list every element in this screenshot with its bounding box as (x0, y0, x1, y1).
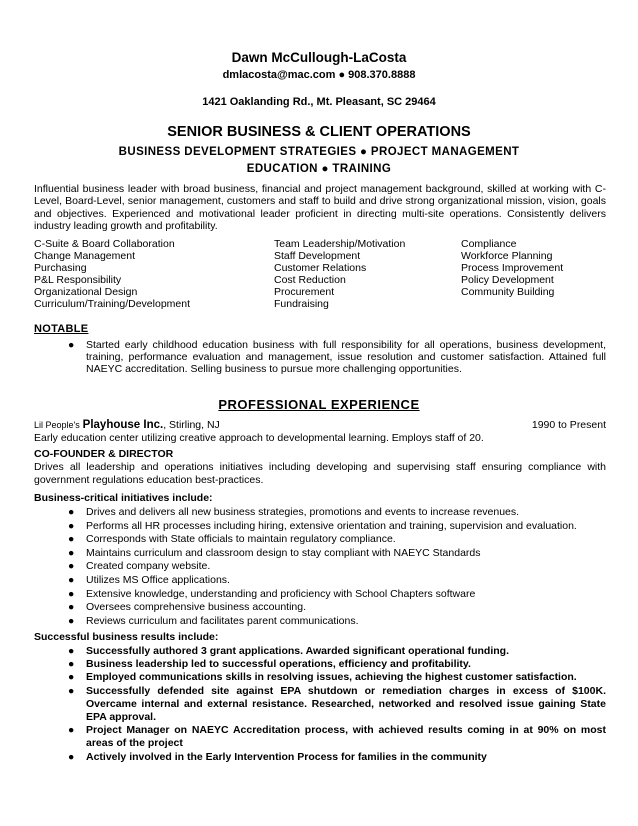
employer-line (34, 419, 606, 432)
headline-subtitle-2: EDUCATION ● TRAINING (246, 163, 392, 175)
list-item-text: Actively involved in the Early Intervention Process for families in the community (86, 750, 487, 763)
notable-text: Started early childhood education business with full responsibility for all operations, business development, training, performance evaluation and management, issue resolution and customer satisfaction. Attained full NAEYC accreditation. Selling business to pursue more challenging opportunities. (86, 339, 606, 375)
skills-column-2 (274, 239, 405, 310)
skill-item: Organizational Design (34, 285, 138, 298)
notable-list (58, 339, 606, 375)
list-item-text: Successfully authored 3 grant applications. Awarded significant operational funding. (86, 645, 509, 657)
list-item (58, 724, 606, 750)
skill-item: P&L Responsibility (34, 273, 122, 286)
list-item (58, 601, 606, 615)
initiatives-list (58, 506, 606, 628)
employer-description: Early education center utilizing creative approach to developmental learning. Employs staff of 20. (34, 431, 484, 444)
skill-item: Policy Development (461, 273, 554, 286)
list-item (58, 574, 606, 588)
list-item-text: Business leadership led to successful operations, efficiency and profitability. (86, 658, 471, 671)
bullet-icon: ● (68, 658, 75, 671)
bullet-icon: ● (68, 339, 75, 351)
list-item (58, 588, 606, 602)
bullet-icon: ● (68, 546, 75, 559)
list-item-text: Corresponds with State officials to maintain regulatory compliance. (86, 533, 396, 546)
list-item-text: Project Manager on NAEYC Accreditation process, with achieved results coming in at 90% on most areas of the project (86, 724, 606, 750)
list-item (58, 615, 606, 629)
skill-item: Community Building (461, 285, 555, 298)
list-item (58, 751, 606, 764)
list-item (58, 533, 606, 547)
bullet-icon: ● (68, 671, 75, 684)
list-item-text: Oversees comprehensive business accounting. (86, 601, 307, 614)
notable-heading: NOTABLE (34, 323, 89, 335)
bullet-icon: ● (68, 684, 75, 697)
list-item (58, 658, 606, 671)
list-item (58, 671, 606, 684)
bullet-icon: ● (68, 519, 75, 532)
list-item-text: Employed communications skills in resolving issues, achieving the highest customer satisfaction. (86, 671, 577, 684)
skill-item: Curriculum/Training/Development (34, 297, 191, 310)
list-item-text: Extensive knowledge, understanding and proficiency with School Chapters software (86, 587, 476, 600)
experience-heading (0, 397, 638, 412)
address-line: 1421 Oaklanding Rd., Mt. Pleasant, SC 29464 (202, 96, 436, 108)
bullet-icon: ● (68, 750, 75, 763)
skill-item: Change Management (34, 249, 135, 262)
candidate-name: Dawn McCullough-LaCosta (231, 50, 407, 65)
summary-paragraph: Influential business leader with broad business, financial and project management background, skilled at working with C-Level, Board-Level, senior management, customers and staff to build and drive strong organizational mission, vision, goals and objectives. Experienced and motivational leader proficient in directing multi-site operations. Consistently delivers industry leading growth and profitability. (34, 183, 606, 233)
experience-heading-text: PROFESSIONAL EXPERIENCE (218, 397, 420, 412)
skill-item: Compliance (461, 238, 517, 250)
skill-item: Purchasing (34, 261, 87, 274)
skill-item: Cost Reduction (274, 273, 346, 286)
bullet-icon: ● (68, 573, 75, 586)
headline-title: SENIOR BUSINESS & CLIENT OPERATIONS (167, 124, 471, 140)
list-item (58, 547, 606, 561)
bullet-icon: ● (68, 533, 75, 546)
skill-item: Fundraising (274, 297, 329, 310)
bullet-icon: ● (68, 645, 75, 657)
skill-item: Process Improvement (461, 261, 564, 274)
list-item (58, 506, 606, 520)
employer-name: Playhouse Inc. (82, 419, 164, 431)
bullet-icon: ● (68, 587, 75, 600)
skill-item: Team Leadership/Motivation (274, 238, 406, 250)
bullet-icon: ● (68, 601, 75, 614)
contact-line: dmlacosta@mac.com ● 908.370.8888 (222, 69, 416, 81)
list-item (58, 560, 606, 574)
results-list (58, 645, 606, 764)
skill-item: Workforce Planning (461, 249, 553, 262)
skills-column-1 (34, 239, 190, 310)
list-item-text: Maintains curriculum and classroom design to stay compliant with NAEYC Standards (86, 546, 481, 559)
list-item-text: Drives and delivers all new business strategies, promotions and events to increase revenues. (86, 506, 520, 518)
list-item-text: Utilizes MS Office applications. (86, 573, 230, 586)
employer-location: , Stirling, NJ (163, 419, 220, 431)
bullet-icon: ● (68, 614, 75, 627)
skill-item: C-Suite & Board Collaboration (34, 238, 175, 250)
skill-item: Staff Development (274, 249, 361, 262)
skill-item: Procurement (274, 285, 335, 298)
job-title: CO-FOUNDER & DIRECTOR (34, 448, 174, 460)
list-item-text: Created company website. (86, 560, 211, 573)
initiatives-heading: Business-critical initiatives include: (34, 492, 213, 504)
list-item (58, 339, 606, 375)
list-item (58, 520, 606, 534)
skill-item: Customer Relations (274, 261, 367, 274)
bullet-icon: ● (68, 724, 75, 737)
employment-dates: 1990 to Present (531, 419, 606, 431)
list-item-text: Performs all HR processes including hiring, extensive orientation and training, supervision and evaluation. (86, 519, 577, 532)
bullet-icon: ● (68, 560, 75, 573)
list-item-text: Reviews curriculum and facilitates parent communications. (86, 614, 359, 627)
list-item (58, 645, 606, 658)
list-item-text: Successfully defended site against EPA shutdown or remediation charges in excess of $100K. Overcame internal and external resistance. Researched, networked and resolved issue gaining State EPA approval. (86, 684, 606, 724)
list-item (58, 685, 606, 725)
employer-prefix: Lil People's (34, 420, 80, 430)
role-description: Drives all leadership and operations initiatives including developing and supervising staff ensuring compliance with government regulations education best-practices. (34, 461, 606, 486)
headline-subtitle-1: BUSINESS DEVELOPMENT STRATEGIES ● PROJECT MANAGEMENT (118, 146, 520, 158)
results-heading: Successful business results include: (34, 631, 219, 643)
employer-block (34, 419, 606, 444)
skills-column-3 (461, 239, 563, 299)
bullet-icon: ● (68, 506, 75, 518)
